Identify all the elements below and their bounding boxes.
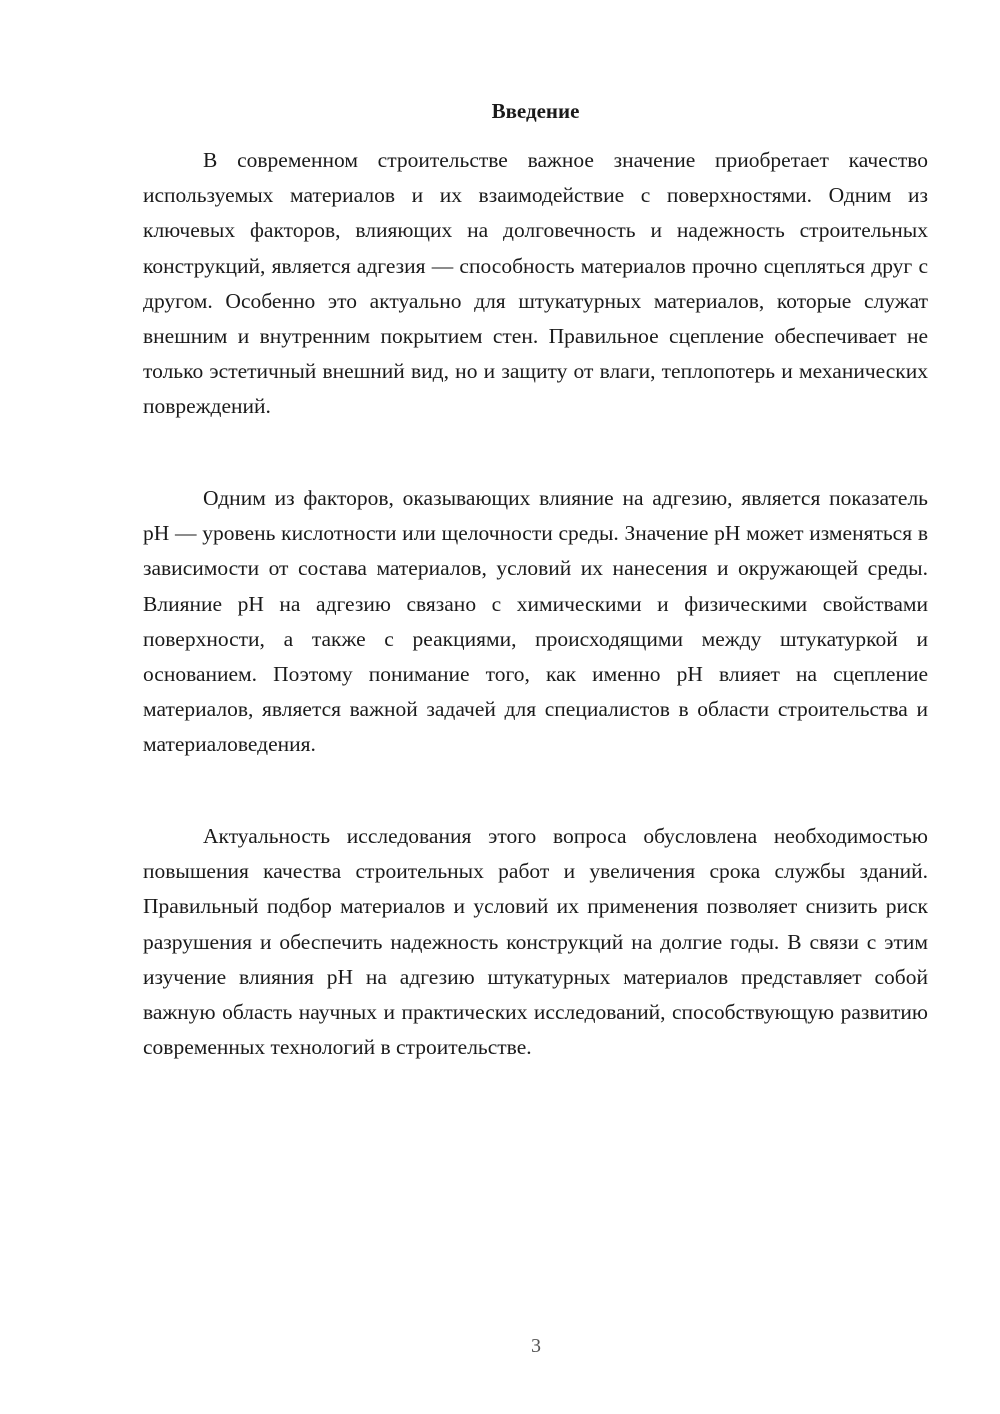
page-number: 3 [531, 1335, 541, 1357]
paragraph: Актуальность исследования этого вопроса обусловлена необходимостью повышения качества строительных работ и увеличения срока службы зданий. Правильный подбор материалов и условий их применения позволяет снизить риск разрушения и обеспечить надежность конструкций на долгие годы. В связи с этим изучение влияния pH на адгезию штукатурных материалов представляет собой важную область научных и практических исследований, способствующую развитию современных технологий в строительстве. [143, 824, 928, 1060]
paragraph: В современном строительстве важное значение приобретает качество используемых материалов и их взаимодействие с поверхностями. Одним из ключевых факторов, влияющих на долговечность и надежность строительных конструкций, является адгезия — способность материалов прочно сцепляться друг с другом. Особенно это актуально для штукатурных материалов, которые служат внешним и внутренним покрытием стен. Правильное сцепление обеспечивает не только эстетичный внешний вид, но и защиту от влаги, теплопотерь и механических повреждений. [143, 148, 928, 419]
paragraph: Одним из факторов, оказывающих влияние на адгезию, является показатель pH — уровень кислотности или щелочности среды. Значение pH может изменяться в зависимости от состава материалов, условий их нанесения и окружающей среды. Влияние pH на адгезию связано с химическими и физическими свойствами поверхности, а также с реакциями, происходящими между штукатуркой и основанием. Поэтому понимание того, как именно pH влияет на сцепление материалов, является важной задачей для специалистов в области строительства и материаловедения. [143, 486, 928, 757]
section-heading: Введение [491, 99, 580, 123]
